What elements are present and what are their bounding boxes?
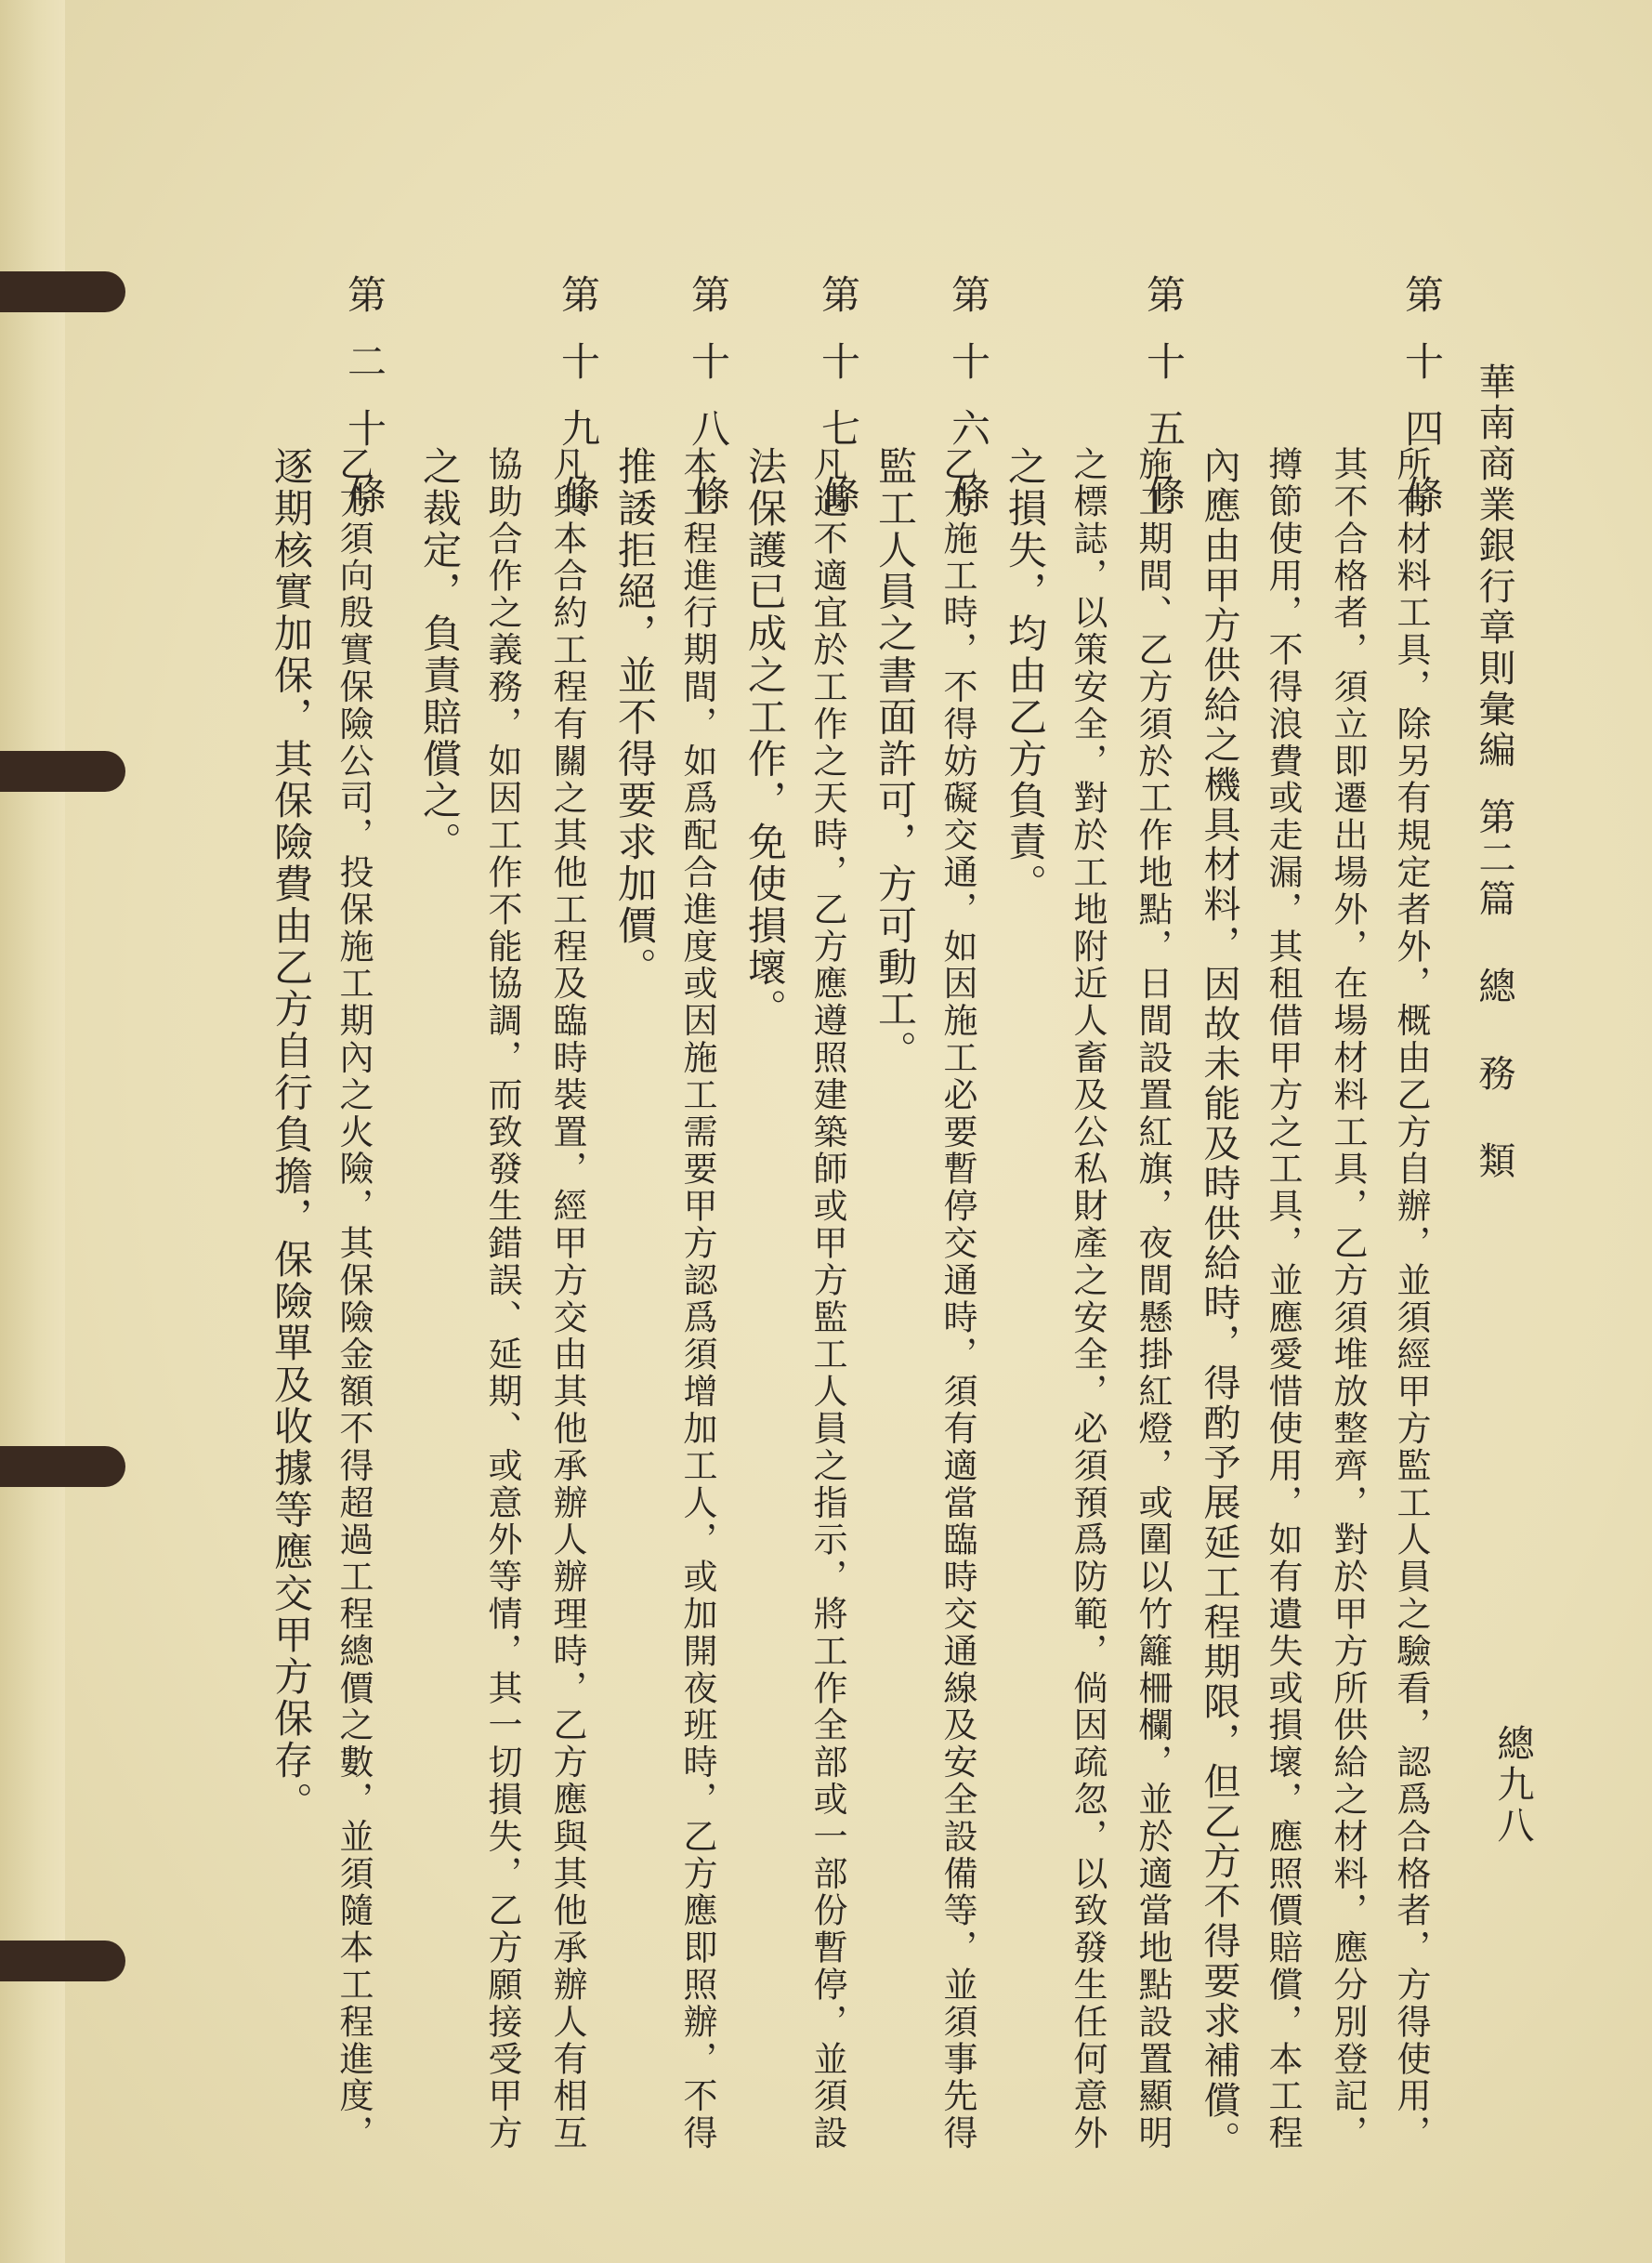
binding-stitch [0, 751, 125, 792]
article-label: 第十六條 [946, 274, 991, 542]
article-line: 其不合格者，須立即遷出場外，在場材料工具，乙方須堆放整齊，對於甲方所供給之材料，應分別登記， [1328, 446, 1368, 2152]
article-line: 協助合作之義務，如因工作不能協調，而致發生錯誤、延期、或意外等情，其一切損失，乙方願接受甲方 [482, 446, 522, 2152]
article-label: 第十七條 [816, 274, 861, 542]
page-number: 總九八 [1491, 1724, 1534, 1847]
binding-stitch [0, 271, 125, 312]
article-label: 第十九條 [556, 274, 601, 542]
binding-stitch [0, 1941, 125, 1981]
article-line: 乙方施工時，不得妨礙交通，如因施工必要暫停交通時，須有適當臨時交通線及安全設備等，並須事先得 [937, 446, 977, 2152]
article-label: 第十四條 [1399, 274, 1445, 542]
article-line: 本工程進行期間，如爲配合進度或因施工需要甲方認爲須增加工人，或加開夜班時，乙方應即照辦，不得 [677, 446, 717, 2152]
book-title: 華南商業銀行章則彙編 [1473, 362, 1515, 771]
article-line: 凡與本合約工程有關之其他工程及臨時裝置，經甲方交由其他承辦人辦理時，乙方應與其他承辦人有相互 [547, 446, 587, 2152]
binding-stitch [0, 1446, 125, 1487]
article-line: 施工期間、乙方須於工作地點，日間設置紅旗，夜間懸掛紅燈，或圍以竹籬柵欄，並於適當地點設置顯明 [1133, 446, 1173, 2152]
article-line: 監工人員之書面許可，方可動工。 [872, 446, 918, 1072]
article-line: 撙節使用，不得浪費或走漏，其租借甲方之工具，並應愛惜使用，如有遺失或損壞，應照價賠償，本工程 [1263, 446, 1303, 2152]
article-line: 所有材料工具，除另有規定者外，概由乙方自辦，並須經甲方監工人員之驗看，認爲合格者，方得使用， [1391, 446, 1431, 2152]
article-label: 第十八條 [686, 274, 731, 542]
article-line: 內應由甲方供給之機具材料，因故未能及時供給時，得酌予展延工程期限，但乙方不得要求補償。 [1198, 446, 1240, 2161]
article-line: 之裁定，負責賠償之。 [417, 446, 463, 863]
article-line: 法保護已成之工作，免使損壞。 [742, 446, 788, 1031]
running-header [1468, 362, 1521, 1182]
article-line: 之標誌，以策安全，對於工地附近人畜及公私財產之安全，必須預爲防範，倘因疏忽，以致發生任何意外 [1068, 446, 1108, 2152]
binding-spine [0, 0, 65, 2263]
article-line: 推諉拒絕，並不得要求加價。 [612, 446, 658, 989]
article-label: 第十五條 [1141, 274, 1187, 542]
section-title: 第二篇 總 務 類 [1473, 797, 1515, 1182]
article-label: 第二十條 [342, 274, 387, 542]
article-line: 凡遇不適宜於工作之天時，乙方應遵照建築師或甲方監工人員之指示，將工作全部或一部份暫停，並須設 [807, 446, 847, 2152]
article-line: 逐期核實加保，其保險費由乙方自行負擔，保險單及收據等應交甲方保存。 [269, 446, 314, 1823]
article-line: 乙方須向殷實保險公司，投保施工期內之火險，其保險金額不得超過工程總價之數，並須隨本工程進度， [334, 446, 374, 2152]
article-line: 之損失，均由乙方負責。 [1003, 446, 1048, 905]
